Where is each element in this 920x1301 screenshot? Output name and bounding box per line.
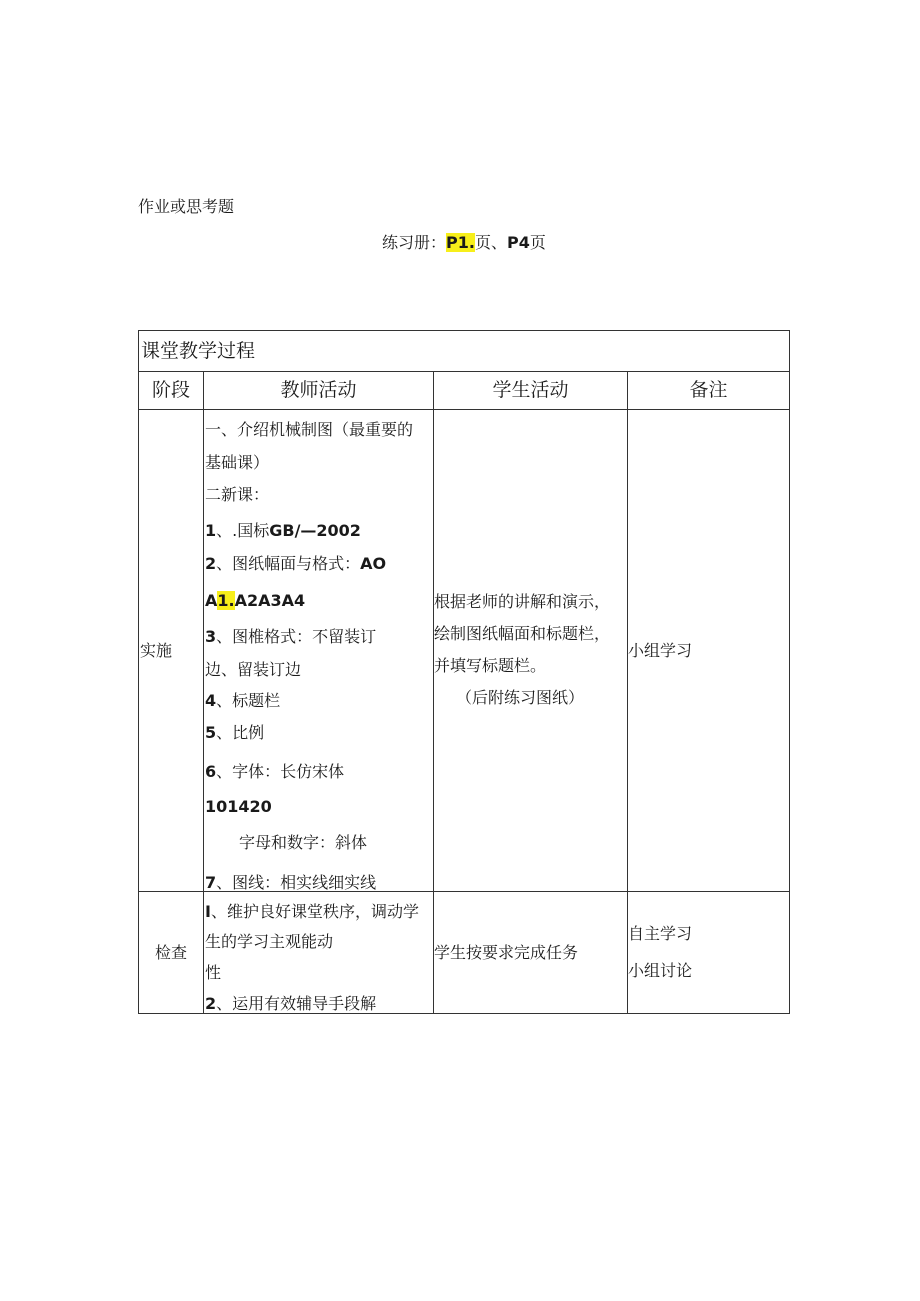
teacher-activity-check [204,891,434,1013]
teacher-line [205,994,376,1013]
student-activity-check: 学生按要求完成任务 [434,891,628,1013]
table-header-row [139,372,790,410]
teacher-line: 二新课： [205,485,270,505]
table-title: 课堂教学过程 [139,331,790,372]
item-text: 、图线：相实线细实线 [216,873,377,892]
teacher-line: 一、介绍机械制图（最重要的 [205,420,414,440]
item-number: 5 [205,723,217,743]
item-text: 、字体：长仿宋体 [216,762,345,782]
teacher-line [205,902,419,921]
student-line: 根据老师的讲解和演示， [434,592,611,612]
item-bold: AO [360,554,387,574]
teacher-line: 生的学习主观能动 [205,931,334,951]
homework-prefix: 练习册： [382,233,447,252]
student-line: （后附练习图纸） [456,688,585,708]
student-activity-implementation [434,410,628,892]
teacher-activity-implementation [204,410,434,892]
item-number: 1 [205,521,217,541]
item-number: 4 [205,691,217,711]
teacher-line [205,554,386,573]
notes-check [628,891,790,1013]
item-number: I [205,901,211,921]
item-text: 、图纸幅面与格式： [216,554,361,574]
teacher-line: 101420 [205,797,272,817]
item-text: 、维护良好课堂秩序，调动学 [210,901,419,921]
page-p1-highlight: P1. [446,233,475,252]
homework-suffix: 页 [529,233,546,252]
item-number: 7 [205,873,217,892]
lesson-process-table [138,330,790,1014]
page-p4: P4 [506,233,530,252]
header-notes: 备注 [628,372,790,410]
header-student-activity: 学生活动 [434,372,628,410]
paper-size-highlight: 1. [217,591,235,611]
homework-mid: 页、 [474,233,507,252]
header-stage: 阶段 [139,372,204,410]
item-text: 、标题栏 [216,691,281,711]
notes-implementation [628,410,790,892]
item-text: 、.国标 [216,521,270,541]
teacher-line [205,627,376,646]
note-line: 小组学习 [628,640,693,660]
note-line: 小组讨论 [628,961,693,981]
teacher-line [205,521,361,540]
table-row-implementation [139,410,790,892]
item-number: 2 [205,554,217,574]
teacher-line: 字母和数字：斜体 [239,833,368,853]
teacher-line [205,691,280,710]
item-text: 、运用有效辅导手段解 [216,993,377,1013]
item-bold: A [205,591,218,611]
homework-label: 作业或思考题 [138,197,235,216]
teacher-line: 基础课） [205,453,270,473]
homework-assignment [382,230,546,253]
teacher-line: 性 [205,962,222,982]
item-bold: GB/—2002 [269,521,361,541]
item-text: 、图椎格式：不留装订 [216,627,377,647]
header-teacher-activity: 教师活动 [204,372,434,410]
item-text: 、比例 [216,723,265,743]
teacher-line [205,762,344,781]
table-row-check [139,891,790,1013]
stage-check: 检查 [139,891,204,1013]
teacher-line [205,873,376,891]
student-line: 绘制图纸幅面和标题栏， [434,624,611,644]
student-line: 并填写标题栏。 [434,656,547,676]
note-line: 自主学习 [628,924,693,944]
item-bold: A2A3A4 [234,591,306,611]
item-number: 2 [205,993,217,1013]
stage-implementation: 实施 [139,410,204,892]
teacher-line [205,723,264,742]
item-number: 6 [205,762,217,782]
teacher-line: 边、留装订边 [205,660,302,680]
item-number: 3 [205,627,217,647]
teacher-line [205,591,305,610]
